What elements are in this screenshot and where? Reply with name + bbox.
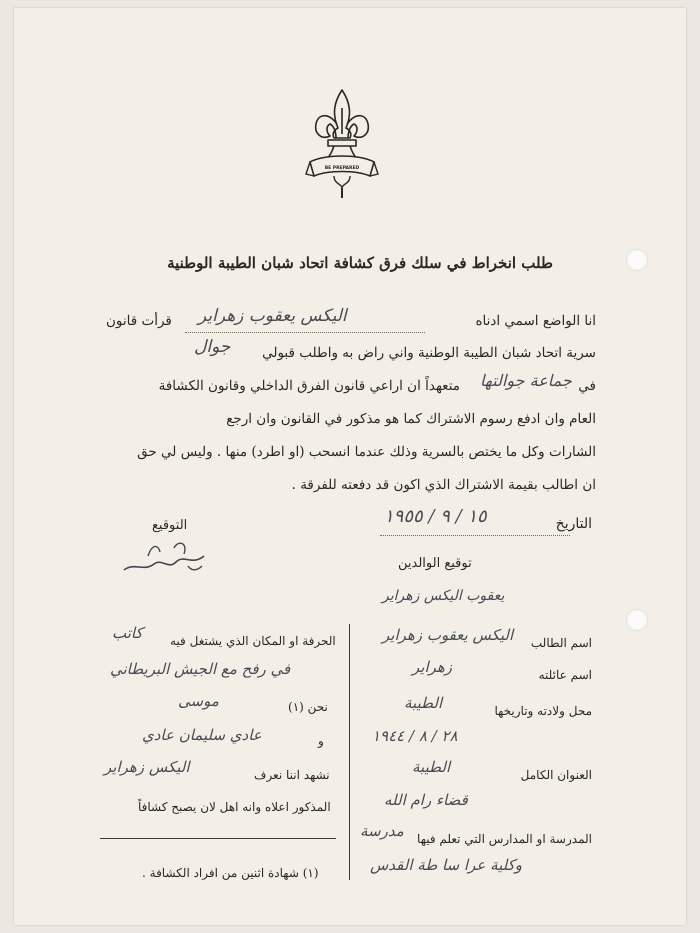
emblem-motto: BE PREPARED: [324, 166, 360, 171]
name-dotted-line: [185, 332, 425, 333]
declaration-line-4: العام وان ادفع رسوم الاشتراك كما هو مذكور في القانون وان ارجع: [226, 411, 596, 427]
scout-fleur-de-lis-icon: [304, 84, 380, 204]
witness-1-handwritten: موسى: [178, 692, 219, 710]
testify-label: نشهد اننا نعرف: [254, 768, 330, 782]
school-label: المدرسة او المدارس التي تعلم فيها: [417, 832, 592, 846]
declaration-line-1-suffix: قرأت قانون: [106, 313, 172, 329]
testify-name-handwritten: اليكس زهراير: [104, 758, 190, 776]
birth-label: محل ولادته وتاريخها: [494, 704, 592, 718]
student-name-label: اسم الطالب: [530, 636, 592, 650]
family-name-label: اسم عائلته: [538, 668, 592, 682]
column-divider: [349, 624, 350, 880]
school-handwritten-2: وكلية عرا سا طة القدس: [370, 856, 523, 874]
occupation-label: الحرفة او المكان الذي يشتغل فيه: [170, 634, 336, 648]
witness-label: نحن (١): [288, 700, 328, 714]
requested-rank-handwritten: جوال: [194, 337, 231, 357]
parents-signature-handwritten: يعقوب اليكس زهراير: [382, 588, 505, 604]
school-handwritten-1: مدرسة: [360, 822, 404, 840]
binder-hole-top: [626, 249, 648, 271]
family-name-handwritten: زهراير: [412, 658, 453, 676]
mentioned-text: المذكور اعلاه وانه اهل لان يصبح كشافاً: [138, 800, 331, 814]
date-label: التاريخ: [555, 516, 592, 532]
address-handwritten-1: الطيبة: [412, 758, 451, 776]
applicant-name-handwritten: اليكس يعقوب زهراير: [198, 306, 347, 326]
declaration-line-5: الشارات وكل ما يختص بالسرية وذلك عندما انسحب (او اطرد) منها . وليس لي حق: [137, 444, 596, 460]
occupation-handwritten-1: كاتب: [112, 624, 143, 642]
date-handwritten: ١٥ / ٩ / ١٩٥٥: [384, 506, 487, 527]
parents-signature-label: توقيع الوالدين: [398, 556, 472, 571]
declaration-line-3: متعهداً ان اراعي قانون الفرق الداخلي وقانون الكشافة: [158, 378, 460, 394]
date-dotted-line: [380, 535, 570, 536]
group-name-handwritten: جماعة جوالتها: [480, 371, 572, 390]
signature-text: [120, 558, 177, 569]
address-label: العنوان الكامل: [520, 768, 592, 782]
birth-place-handwritten: الطيبة: [404, 694, 443, 712]
witness-2-handwritten: عادي سليمان عادي: [142, 726, 262, 744]
student-name-handwritten: اليكس يعقوب زهراير: [382, 626, 514, 644]
footnote: (١) شهادة اثنين من افراد الكشافة .: [142, 866, 319, 880]
binder-hole-bottom: [626, 609, 648, 631]
footnote-rule: [100, 838, 336, 839]
signature-label: التوقيع: [152, 518, 188, 533]
declaration-line-2: سرية اتحاد شبان الطيبة الوطنية واني راض به واطلب قبولي: [262, 345, 596, 361]
form-title: طلب انخراط في سلك فرق كشافة اتحاد شبان الطيبة الوطنية: [167, 254, 553, 272]
occupation-handwritten-2: في رفح مع الجيش البريطاني: [110, 660, 291, 678]
declaration-line-3-prefix: في: [578, 378, 596, 394]
birth-date-handwritten: ٢٨ / ٨ / ١٩٤٤: [372, 727, 458, 745]
address-handwritten-2: قضاء رام الله: [384, 791, 468, 809]
declaration-line-1: انا الواضع اسمي ادناه: [475, 313, 596, 329]
declaration-line-6: ان اطالب بقيمة الاشتراك الذي اكون قد دفعته للفرقة .: [291, 477, 596, 493]
witness-and-label: و: [318, 734, 324, 748]
